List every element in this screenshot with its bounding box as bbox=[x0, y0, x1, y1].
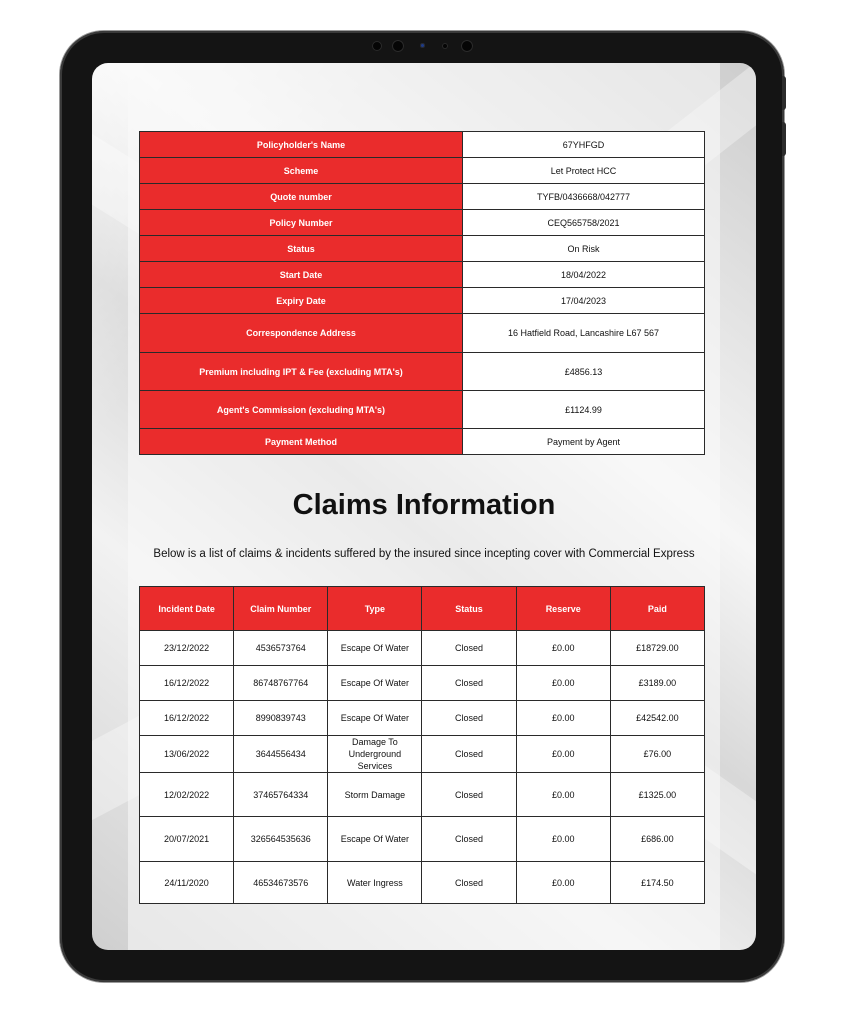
claim-number: 3644556434 bbox=[234, 736, 328, 773]
policy-row bbox=[140, 314, 705, 353]
claim-paid: £686.00 bbox=[610, 817, 704, 862]
policy-value: TYFB/0436668/042777 bbox=[463, 184, 705, 210]
claim-type: Escape Of Water bbox=[328, 631, 422, 666]
policy-row bbox=[140, 236, 705, 262]
policy-row bbox=[140, 429, 705, 455]
table-row bbox=[140, 736, 705, 773]
claim-type: Storm Damage bbox=[328, 773, 422, 817]
policy-value: £1124.99 bbox=[463, 391, 705, 429]
policy-value: CEQ565758/2021 bbox=[463, 210, 705, 236]
policy-label: Premium including IPT & Fee (excluding MTA's) bbox=[140, 353, 463, 391]
claim-status: Closed bbox=[422, 701, 516, 736]
claim-number: 4536573764 bbox=[234, 631, 328, 666]
claim-status: Closed bbox=[422, 862, 516, 904]
camera-icon bbox=[392, 40, 404, 52]
policy-value: Let Protect HCC bbox=[463, 158, 705, 184]
policy-row bbox=[140, 158, 705, 184]
claim-paid: £3189.00 bbox=[610, 666, 704, 701]
claim-status: Closed bbox=[422, 666, 516, 701]
policy-value: 67YHFGD bbox=[463, 132, 705, 158]
incident-date: 16/12/2022 bbox=[140, 701, 234, 736]
policy-details-table bbox=[139, 131, 705, 455]
claim-reserve: £0.00 bbox=[516, 701, 610, 736]
policy-value: 18/04/2022 bbox=[463, 262, 705, 288]
claim-paid: £174.50 bbox=[610, 862, 704, 904]
policy-label: Policy Number bbox=[140, 210, 463, 236]
indicator-icon bbox=[420, 43, 425, 48]
claim-reserve: £0.00 bbox=[516, 817, 610, 862]
claim-number: 8990839743 bbox=[234, 701, 328, 736]
claim-paid: £76.00 bbox=[610, 736, 704, 773]
claim-reserve: £0.00 bbox=[516, 862, 610, 904]
policy-value: 16 Hatfield Road, Lancashire L67 567 bbox=[463, 314, 705, 353]
tablet-screen bbox=[92, 63, 756, 950]
table-row bbox=[140, 701, 705, 736]
claim-reserve: £0.00 bbox=[516, 736, 610, 773]
claim-number: 86748767764 bbox=[234, 666, 328, 701]
claim-number: 326564535636 bbox=[234, 817, 328, 862]
column-header-incident-date: Incident Date bbox=[140, 587, 234, 631]
policy-row bbox=[140, 184, 705, 210]
policy-label: Policyholder's Name bbox=[140, 132, 463, 158]
table-row bbox=[140, 862, 705, 904]
camera-bar bbox=[368, 38, 478, 54]
incident-date: 23/12/2022 bbox=[140, 631, 234, 666]
table-row bbox=[140, 631, 705, 666]
claim-paid: £18729.00 bbox=[610, 631, 704, 666]
sensor-icon bbox=[372, 41, 382, 51]
claim-type: Escape Of Water bbox=[328, 666, 422, 701]
claim-type: Water Ingress bbox=[328, 862, 422, 904]
column-header-type: Type bbox=[328, 587, 422, 631]
policy-row bbox=[140, 210, 705, 236]
policy-label: Quote number bbox=[140, 184, 463, 210]
policy-label: Scheme bbox=[140, 158, 463, 184]
policy-label: Status bbox=[140, 236, 463, 262]
table-row bbox=[140, 773, 705, 817]
incident-date: 13/06/2022 bbox=[140, 736, 234, 773]
sensor-icon bbox=[442, 43, 448, 49]
policy-value: On Risk bbox=[463, 236, 705, 262]
claim-status: Closed bbox=[422, 736, 516, 773]
policy-value: Payment by Agent bbox=[463, 429, 705, 455]
policy-value: 17/04/2023 bbox=[463, 288, 705, 314]
incident-date: 16/12/2022 bbox=[140, 666, 234, 701]
table-row bbox=[140, 666, 705, 701]
claim-type: Damage To Underground Services bbox=[328, 736, 422, 773]
claim-type: Escape Of Water bbox=[328, 701, 422, 736]
claims-description: Below is a list of claims & incidents suffered by the insured since incepting cover with Commercial Express bbox=[153, 548, 695, 560]
policy-value: £4856.13 bbox=[463, 353, 705, 391]
claim-paid: £1325.00 bbox=[610, 773, 704, 817]
tablet-side-button-bottom bbox=[782, 122, 786, 156]
claim-number: 37465764334 bbox=[234, 773, 328, 817]
claims-table bbox=[139, 586, 705, 904]
policy-row bbox=[140, 391, 705, 429]
claim-number: 46534673576 bbox=[234, 862, 328, 904]
policy-label: Correspondence Address bbox=[140, 314, 463, 353]
tablet-side-button-top bbox=[782, 76, 786, 110]
claim-status: Closed bbox=[422, 631, 516, 666]
policy-label: Payment Method bbox=[140, 429, 463, 455]
column-header-paid: Paid bbox=[610, 587, 704, 631]
sensor-icon bbox=[461, 40, 473, 52]
claim-status: Closed bbox=[422, 773, 516, 817]
claim-paid: £42542.00 bbox=[610, 701, 704, 736]
claims-title: Claims Information bbox=[292, 489, 556, 521]
column-header-status: Status bbox=[422, 587, 516, 631]
incident-date: 24/11/2020 bbox=[140, 862, 234, 904]
column-header-reserve: Reserve bbox=[516, 587, 610, 631]
claim-reserve: £0.00 bbox=[516, 773, 610, 817]
policy-label: Expiry Date bbox=[140, 288, 463, 314]
policy-label: Agent's Commission (excluding MTA's) bbox=[140, 391, 463, 429]
policy-row bbox=[140, 132, 705, 158]
claim-reserve: £0.00 bbox=[516, 666, 610, 701]
policy-row bbox=[140, 353, 705, 391]
policy-label: Start Date bbox=[140, 262, 463, 288]
incident-date: 20/07/2021 bbox=[140, 817, 234, 862]
incident-date: 12/02/2022 bbox=[140, 773, 234, 817]
policy-row bbox=[140, 288, 705, 314]
claim-reserve: £0.00 bbox=[516, 631, 610, 666]
claim-status: Closed bbox=[422, 817, 516, 862]
claims-header-row bbox=[140, 587, 705, 631]
table-row bbox=[140, 817, 705, 862]
column-header-claim-number: Claim Number bbox=[234, 587, 328, 631]
policy-row bbox=[140, 262, 705, 288]
claim-type: Escape Of Water bbox=[328, 817, 422, 862]
